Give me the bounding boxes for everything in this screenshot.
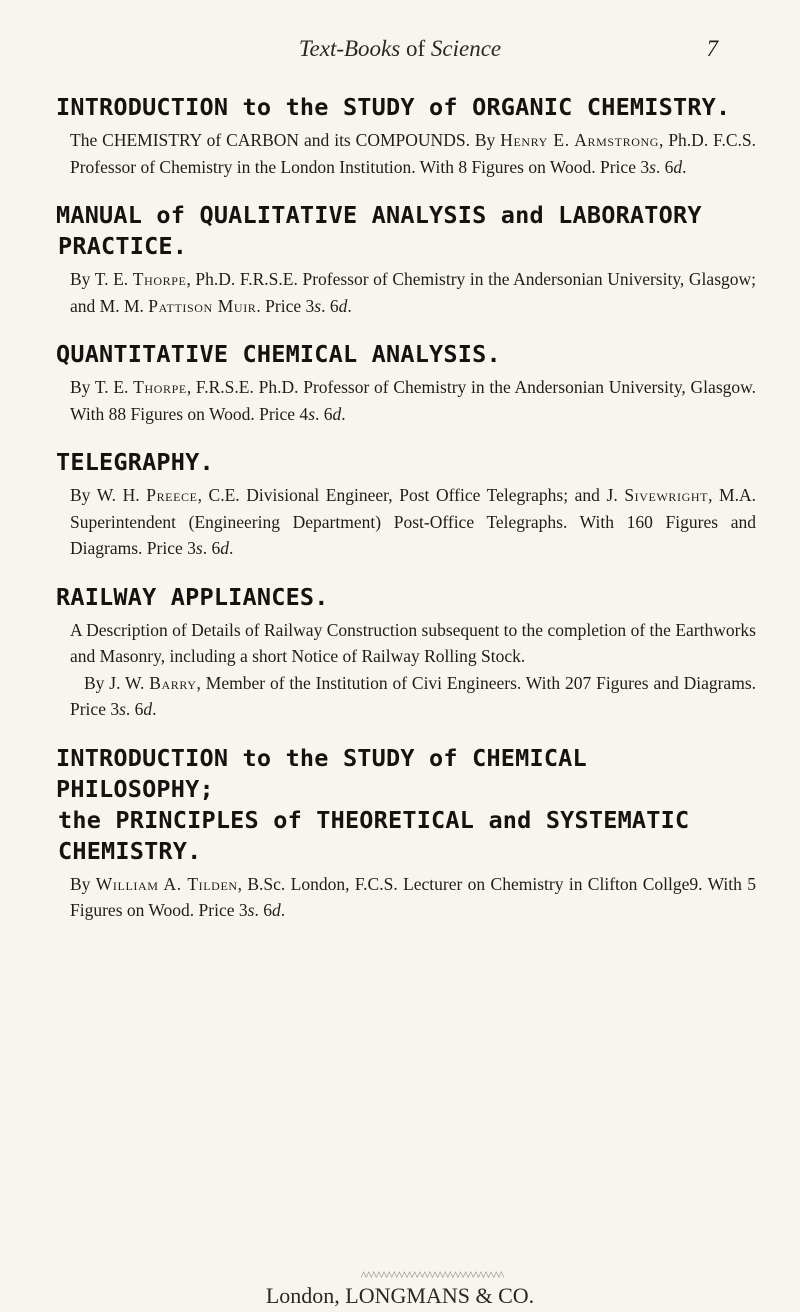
entry-text: s <box>649 156 656 177</box>
entry-paragraph <box>70 670 756 723</box>
catalogue-entries <box>56 92 756 944</box>
entry-text: , Ph.D. F.R.S.E. Professor of Chemistry in the Andersonian University, Glasgow; and M. M. <box>70 269 757 316</box>
entry-text: , C.E. Divisional Engineer, Post Office Telegraphs; and J. <box>197 485 625 505</box>
entry-text: d <box>673 156 683 177</box>
entry-paragraph <box>70 617 756 670</box>
entry-text: . <box>347 295 352 316</box>
entry-title-text: MANUAL of QUALITATIVE ANALYSIS and LABORATORY <box>56 201 702 229</box>
entry-text: s <box>247 900 255 920</box>
entry-title-text: INTRODUCTION to the STUDY of ORGANIC CHEMISTRY. <box>56 93 731 121</box>
entry-text: A Description of Details of Railway Construction subsequent to the completion of the Earthworks and Masonry, including a short Notice of Railway Rolling Stock. <box>70 619 756 666</box>
author-name: Thorpe <box>133 377 187 397</box>
entry-description <box>56 617 756 723</box>
entry-text: , F.R.S.E. Ph.D. Professor of Chemistry in the Andersonian University, Glasgow. With 88 Figures on Wood. Price 4 <box>70 377 757 424</box>
entry-text: d <box>338 295 348 316</box>
page-number: 7 <box>706 36 718 61</box>
entry-text: , Member of the Institution of Civi Engineers. With 207 Figures and Diagrams. Price 3 <box>70 672 756 719</box>
entry-text: . <box>228 538 234 558</box>
entry-paragraph <box>70 871 756 924</box>
entry-text: , M.A. Superintendent (Engineering Department) Post-Office Telegraphs. With 160 Figures and Diagrams. Price 3 <box>70 485 756 558</box>
entry-title-text: QUANTITATIVE CHEMICAL ANALYSIS. <box>56 340 501 368</box>
entry-text: , B.Sc. London, F.C.S. Lecturer on Chemistry in Clifton Collge9. With 5 Figures on Wood. Price 3 <box>70 873 756 920</box>
entry-text: s <box>195 538 203 558</box>
entry-text: . Price 3 <box>256 295 315 316</box>
entry-title <box>56 582 756 613</box>
entry-text: . <box>341 403 346 424</box>
author-name: Pattison Muir <box>148 295 257 316</box>
entry-title-continuation: PRACTICE. <box>58 232 188 260</box>
entry-description <box>56 266 756 319</box>
entry-text: . 6 <box>655 156 674 177</box>
running-head-title-3: Science <box>430 36 502 61</box>
entry-paragraph <box>70 127 756 180</box>
catalogue-entry <box>56 200 756 319</box>
entry-title-continuation: the PRINCIPLES of THEORETICAL and SYSTEMATIC CHEMISTRY. <box>58 805 690 865</box>
catalogue-entry <box>56 743 756 924</box>
entry-title <box>56 743 756 867</box>
entry-title-text: INTRODUCTION to the STUDY of CHEMICAL PHILOSOPHY; <box>56 743 587 803</box>
entry-title-text: RAILWAY APPLIANCES. <box>56 582 329 611</box>
running-head-title-1: Text-Books <box>298 36 401 61</box>
entry-text: s <box>308 403 315 424</box>
publisher-imprint: London, LONGMANS & CO. <box>265 1283 535 1308</box>
entry-text: , Ph.D. F.C.S. Professor of Chemistry in the London Institution. With 8 Figures on Wood. Price 3 <box>70 130 756 177</box>
entry-text: By T. E. <box>70 269 133 289</box>
catalogue-entry <box>56 447 756 562</box>
entry-title <box>56 447 756 478</box>
entry-description <box>56 482 756 562</box>
author-name: Thorpe <box>132 269 187 289</box>
entry-text: d <box>271 900 281 920</box>
entry-text: . 6 <box>315 403 333 424</box>
entry-text: s <box>314 295 322 316</box>
author-name: Sivewright <box>624 485 709 505</box>
entry-text: . <box>152 699 157 719</box>
entry-description <box>56 374 756 427</box>
entry-text: . <box>682 156 687 177</box>
entry-text: By J. W. <box>84 672 150 693</box>
entry-title-text: TELEGRAPHY. <box>56 448 214 476</box>
entry-text: d <box>220 538 229 558</box>
entry-text: By T. E. <box>70 377 134 397</box>
entry-title <box>56 339 756 370</box>
author-name: William A. Tilden <box>95 873 238 894</box>
ornamental-rule: ^^^^^^^^^^^^^^^^^^^^^^^^^^^^ <box>360 1268 504 1283</box>
entry-title <box>56 92 756 123</box>
entry-text: . 6 <box>202 538 221 558</box>
catalogue-entry <box>56 339 756 427</box>
entry-paragraph <box>70 374 756 427</box>
entry-title <box>56 200 756 262</box>
entry-text: . 6 <box>254 900 272 920</box>
entry-text: The CHEMISTRY of CARBON and its COMPOUNDS. By <box>70 130 501 150</box>
entry-text: d <box>332 403 342 424</box>
entry-paragraph <box>70 266 756 319</box>
author-name: Preece <box>146 485 198 505</box>
entry-text: s <box>119 699 126 719</box>
author-name: Barry <box>149 672 197 693</box>
entry-description <box>56 871 756 924</box>
entry-text: . 6 <box>125 699 144 719</box>
catalogue-entry <box>56 92 756 180</box>
author-name: Henry E. Armstrong <box>500 130 659 150</box>
entry-text: . <box>280 900 286 920</box>
entry-text: d <box>143 699 153 719</box>
entry-text: By <box>70 873 96 894</box>
catalogue-entry <box>56 582 756 723</box>
entry-description <box>56 127 756 180</box>
entry-text: By W. H. <box>70 485 147 505</box>
running-head <box>0 36 800 62</box>
entry-text: . 6 <box>321 295 339 316</box>
running-head-title-2: of <box>405 36 426 61</box>
entry-paragraph <box>70 482 756 562</box>
